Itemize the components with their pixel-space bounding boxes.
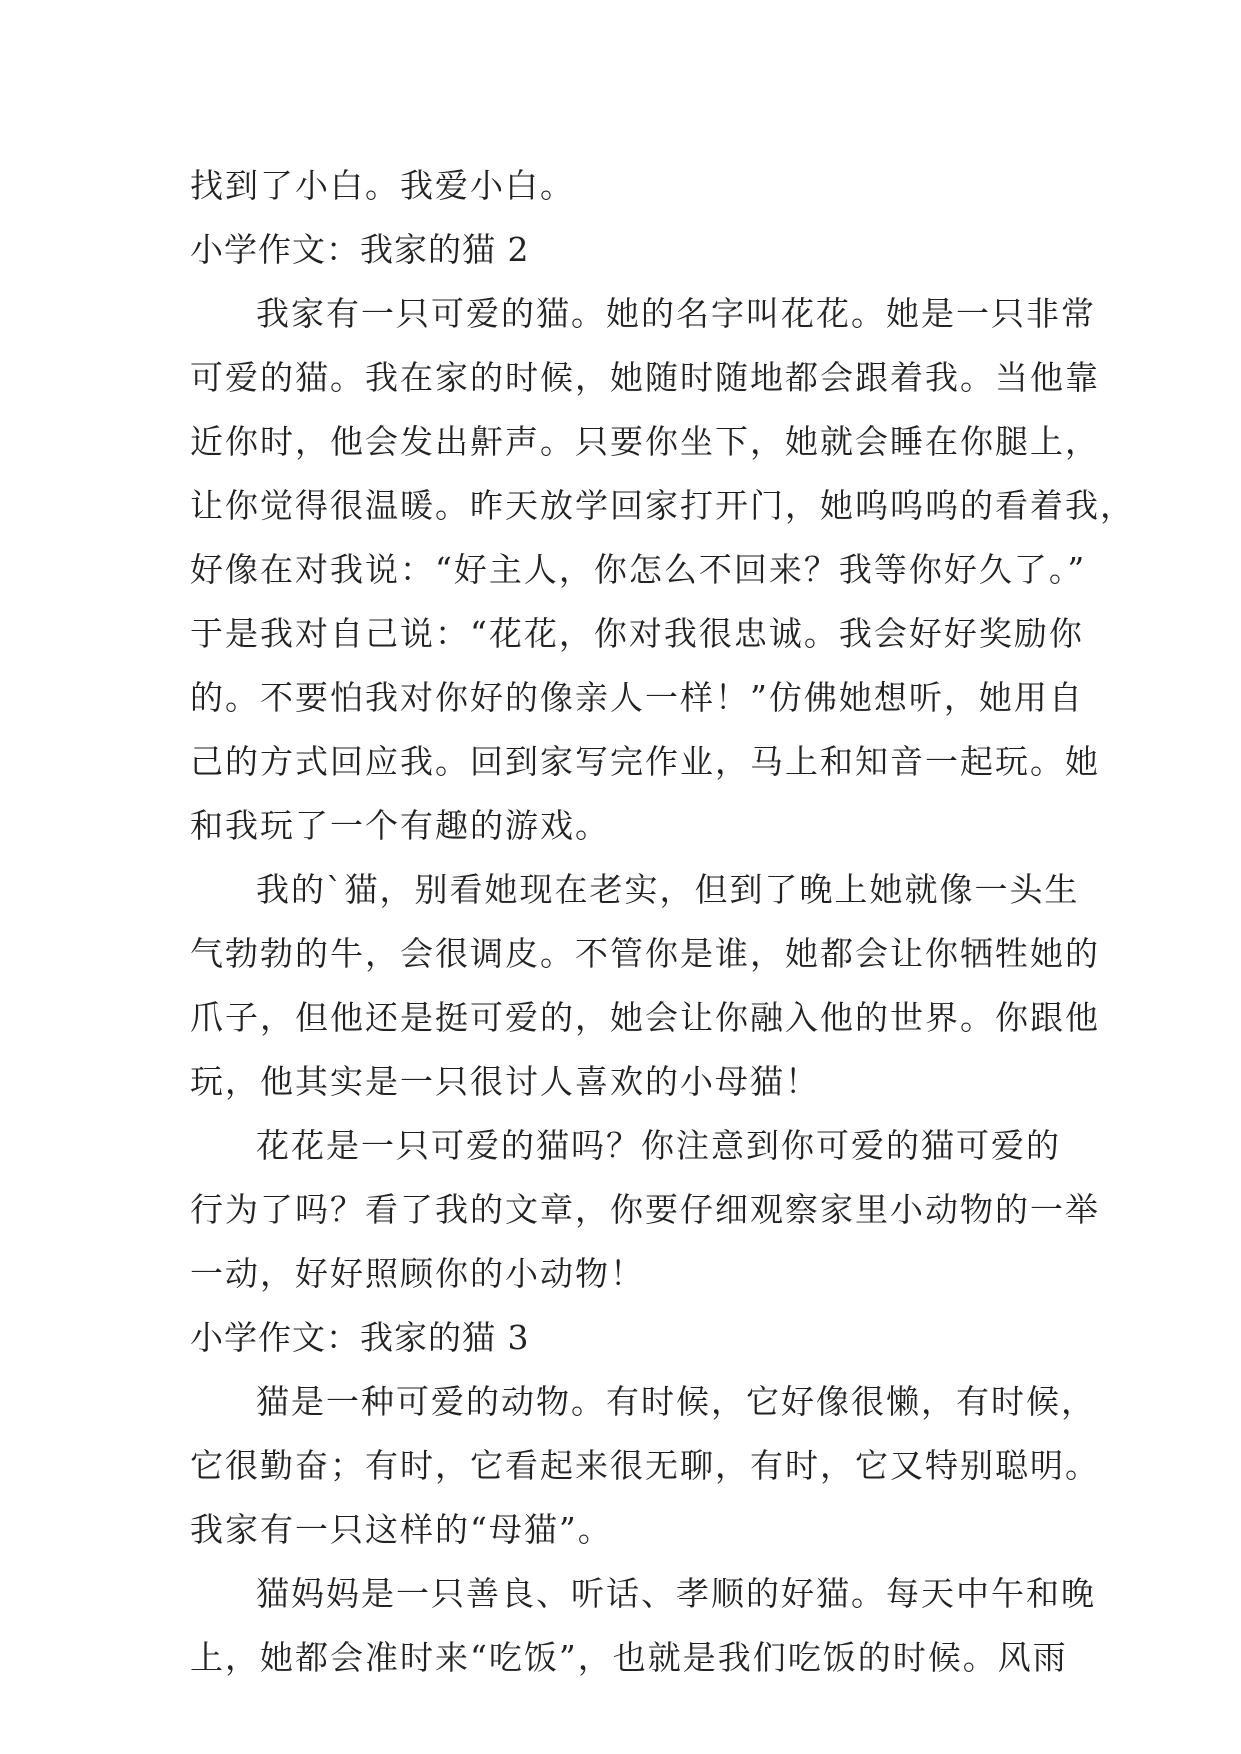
section-heading-2: 小学作文：我家的猫 2 xyxy=(190,230,530,269)
paragraph-line: 气勃勃的牛，会很调皮。不管你是谁，她都会让你牺牲她的 xyxy=(190,934,1100,973)
paragraph-line: 可爱的猫。我在家的时候，她随时随地都会跟着我。当他靠 xyxy=(190,358,1100,397)
paragraph-line: 让你觉得很温暖。昨天放学回家打开门，她呜呜呜的看着我， xyxy=(190,486,1135,525)
paragraph-line: 己的方式回应我。回到家写完作业，马上和知音一起玩。她 xyxy=(190,742,1100,781)
paragraph-line: 好像在对我说：“好主人，你怎么不回来？我等你好久了。” xyxy=(190,550,1087,589)
document-body xyxy=(190,154,1135,1690)
paragraph-line: 近你时，他会发出鼾声。只要你坐下，她就会睡在你腿上， xyxy=(190,422,1100,461)
paragraph-line: 它很勤奋；有时，它看起来很无聊，有时，它又特别聪明。 xyxy=(190,1446,1100,1485)
paragraph-line: 于是我对自己说：“花花，你对我很忠诚。我会好好奖励你 xyxy=(190,614,1084,653)
paragraph-line: 和我玩了一个有趣的游戏。 xyxy=(190,806,610,845)
paragraph-line: 的。不要怕我对你好的像亲人一样！”仿佛她想听，她用自 xyxy=(190,678,1084,717)
paragraph-line: 一动，好好照顾你的小动物！ xyxy=(190,1254,645,1293)
paragraph-line: 行为了吗？看了我的文章，你要仔细观察家里小动物的一举 xyxy=(190,1190,1100,1229)
paragraph-line: 我的`猫，别看她现在老实，但到了晚上她就像一头生 xyxy=(256,870,1080,909)
paragraph-line: 玩，他其实是一只很讨人喜欢的小母猫！ xyxy=(190,1062,820,1101)
paragraph-line: 上，她都会准时来“吃饭”，也就是我们吃饭的时候。风雨 xyxy=(190,1638,1068,1677)
paragraph-line: 我家有一只这样的“母猫”。 xyxy=(190,1510,613,1549)
paragraph-line: 爪子，但他还是挺可爱的，她会让你融入他的世界。你跟他 xyxy=(190,998,1100,1037)
paragraph-line: 猫妈妈是一只善良、听话、孝顺的好猫。每天中午和晚 xyxy=(256,1574,1096,1613)
section-heading-3: 小学作文：我家的猫 3 xyxy=(190,1318,530,1357)
paragraph-line: 猫是一种可爱的动物。有时候，它好像很懒，有时候， xyxy=(256,1382,1096,1421)
paragraph-line: 我家有一只可爱的猫。她的名字叫花花。她是一只非常 xyxy=(256,294,1096,333)
paragraph-line: 花花是一只可爱的猫吗？你注意到你可爱的猫可爱的 xyxy=(256,1126,1061,1165)
text-line: 找到了小白。我爱小白。 xyxy=(190,166,575,205)
